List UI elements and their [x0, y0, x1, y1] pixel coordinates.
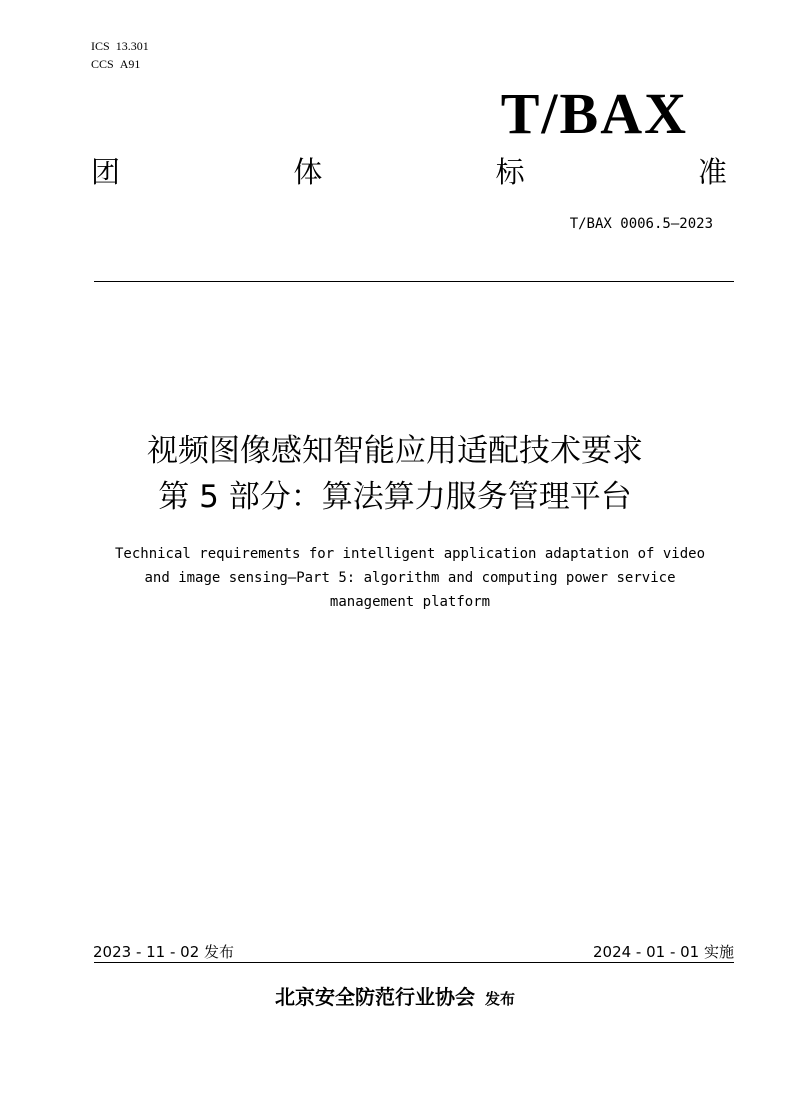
english-title-line: and image sensing—Part 5: algorithm and computing power service	[144, 570, 676, 586]
issue-date: 2023 - 11 - 02 发布	[93, 943, 235, 961]
ics-code: 13.301	[115, 39, 149, 53]
classification-block	[91, 37, 149, 73]
chinese-title	[0, 428, 790, 520]
ics-row	[91, 37, 149, 55]
publisher-suffix: 发布	[484, 990, 515, 1008]
chinese-title-line: 第 5 部分：算法算力服务管理平台	[158, 479, 632, 515]
footer-divider	[94, 962, 734, 963]
english-title	[80, 542, 740, 614]
implementation-date: 2024 - 01 - 01 实施	[592, 943, 734, 961]
publisher	[0, 983, 790, 1011]
ccs-code: A91	[119, 57, 141, 71]
tbax-logo: T/BAX	[500, 81, 688, 146]
standard-number: T/BAX 0006.5—2023	[569, 216, 713, 232]
standard-type-char: 团	[91, 155, 121, 189]
standard-type-char: 标	[495, 155, 525, 189]
standard-type-char: 体	[293, 155, 323, 189]
chinese-title-line: 视频图像感知智能应用适配技术要求	[147, 433, 643, 469]
english-title-line: management platform	[329, 594, 491, 610]
standard-type-char: 准	[697, 155, 727, 189]
standard-type-heading	[91, 152, 727, 192]
publisher-org: 北京安全防范行业协会	[274, 985, 475, 1009]
ccs-label: CCS	[91, 57, 114, 71]
header-divider	[94, 281, 734, 282]
english-title-line: Technical requirements for intelligent application adaptation of video	[114, 546, 705, 562]
ccs-row	[91, 55, 149, 73]
ics-label: ICS	[91, 39, 110, 53]
